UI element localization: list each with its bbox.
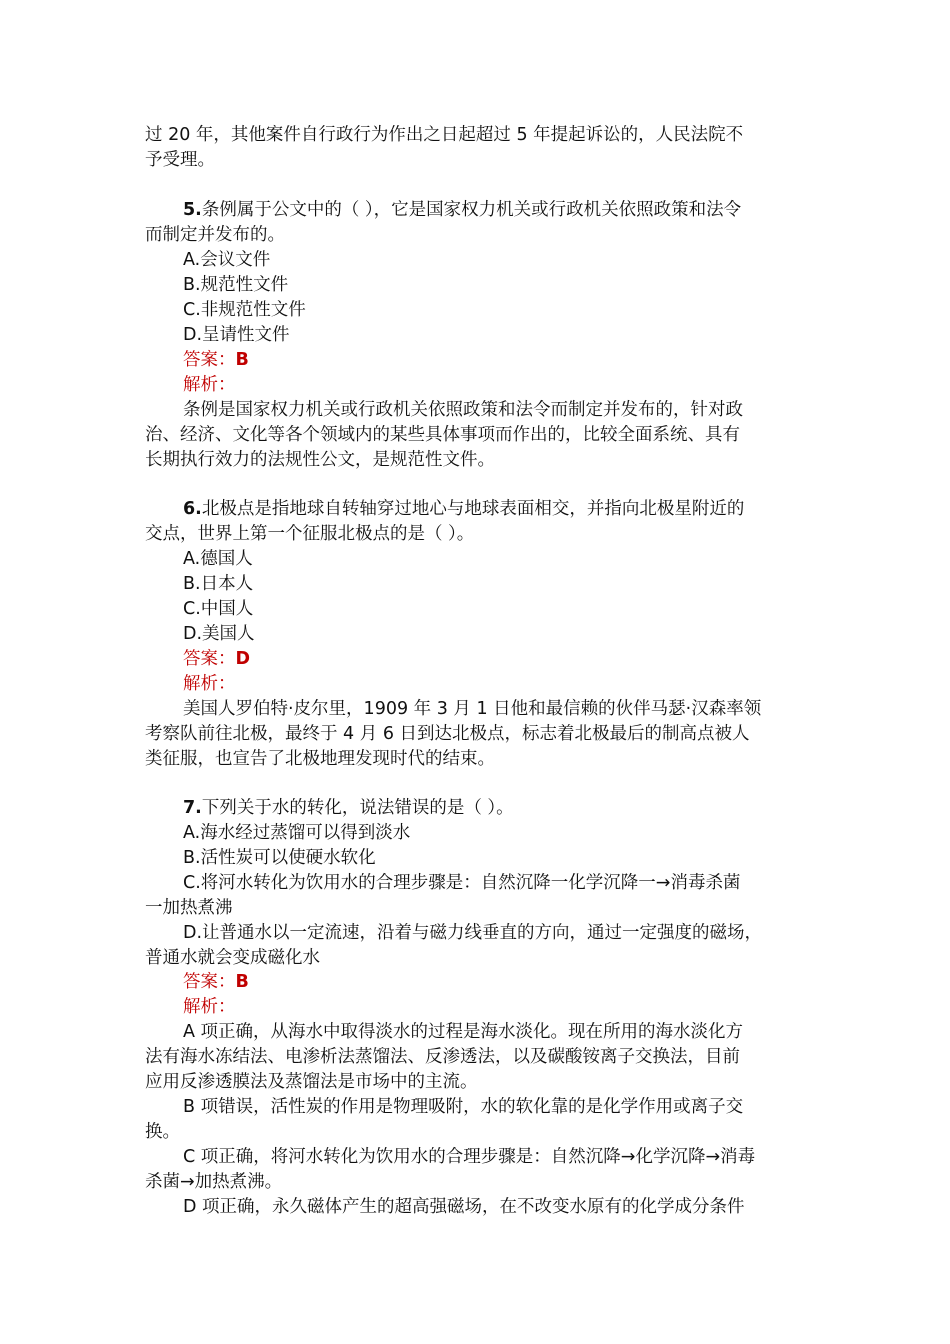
analysis-text-line: 法有海水冻结法、电渗析法蒸馏法、反渗透法，以及碳酸铵离子交换法，目前	[145, 1047, 740, 1067]
answer-line	[183, 348, 249, 373]
analysis-label: 解析：	[183, 674, 236, 694]
answer-label: 答案：	[183, 649, 236, 669]
question-stem-text: 北极点是指地球自转轴穿过地心与地球表面相交，并指向北极星附近的	[201, 499, 745, 519]
option-d: D.呈请性文件	[183, 325, 290, 345]
question-stem-text: 条例属于公文中的（ ），它是国家权力机关或行政机关依照政策和法令	[201, 200, 742, 220]
question-7-stem	[183, 796, 514, 821]
question-5-stem	[183, 198, 741, 223]
option-d: D.美国人	[183, 624, 255, 644]
analysis-text-line: 类征服，也宣告了北极地理发现时代的结束。	[145, 749, 495, 769]
analysis-text-line: 美国人罗伯特·皮尔里，1909 年 3 月 1 日他和最信赖的伙伴马瑟·汉森率领	[183, 699, 762, 719]
question-stem-text: 而制定并发布的。	[145, 225, 285, 245]
analysis-text-line: 应用反渗透膜法及蒸馏法是市场中的主流。	[145, 1072, 478, 1092]
analysis-label: 解析：	[183, 375, 236, 395]
question-number: 7.	[183, 798, 202, 818]
analysis-text-line: 条例是国家权力机关或行政机关依照政策和法令而制定并发布的，针对政	[183, 400, 743, 420]
option-b: B.日本人	[183, 574, 254, 594]
analysis-text-line: D 项正确，永久磁体产生的超高强磁场，在不改变水原有的化学成分条件	[183, 1197, 745, 1217]
answer-value: B	[235, 350, 249, 370]
analysis-text-line: 长期执行效力的法规性公文，是规范性文件。	[145, 450, 495, 470]
answer-value: B	[235, 972, 249, 992]
question-stem-text: 交点，世界上第一个征服北极点的是（ ）。	[145, 524, 475, 544]
analysis-text-line: 换。	[145, 1122, 180, 1142]
analysis-text-line: C 项正确，将河水转化为饮用水的合理步骤是：自然沉降→化学沉降→消毒	[183, 1147, 756, 1167]
answer-line	[183, 647, 250, 672]
option-a: A.海水经过蒸馏可以得到淡水	[183, 823, 411, 843]
intro-text-line: 予受理。	[145, 150, 215, 170]
question-number: 5.	[183, 200, 202, 220]
analysis-text-line: 治、经济、文化等各个领域内的某些具体事项而作出的，比较全面系统、具有	[145, 425, 740, 445]
option-c: C.中国人	[183, 599, 254, 619]
option-b: B.活性炭可以使硬水软化	[183, 848, 376, 868]
analysis-label: 解析：	[183, 997, 236, 1017]
intro-text-line: 过 20 年，其他案件自行政行为作出之日起超过 5 年提起诉讼的，人民法院不	[145, 125, 744, 145]
option-c: C.将河水转化为饮用水的合理步骤是：自然沉降一化学沉降一→消毒杀菌	[183, 873, 741, 893]
answer-value: D	[235, 649, 251, 669]
question-number: 6.	[183, 499, 202, 519]
question-6-stem	[183, 497, 744, 522]
answer-label: 答案：	[183, 972, 236, 992]
question-stem-text: 下列关于水的转化，说法错误的是（ ）。	[201, 798, 514, 818]
option-b: B.规范性文件	[183, 275, 289, 295]
option-a: A.德国人	[183, 549, 253, 569]
option-d: D.让普通水以一定流速，沿着与磁力线垂直的方向，通过一定强度的磁场，	[183, 923, 763, 943]
option-d-continued: 普通水就会变成磁化水	[145, 948, 320, 968]
answer-label: 答案：	[183, 350, 236, 370]
option-c-continued: 一加热煮沸	[145, 898, 233, 918]
analysis-text-line: 考察队前往北极，最终于 4 月 6 日到达北极点，标志着北极最后的制高点被人	[145, 724, 750, 744]
analysis-text-line: A 项正确，从海水中取得淡水的过程是海水淡化。现在所用的海水淡化方	[183, 1022, 744, 1042]
option-a: A.会议文件	[183, 250, 271, 270]
option-c: C.非规范性文件	[183, 300, 306, 320]
answer-line	[183, 970, 249, 995]
analysis-text-line: 杀菌→加热煮沸。	[145, 1172, 283, 1192]
analysis-text-line: B 项错误，活性炭的作用是物理吸附，水的软化靠的是化学作用或离子交	[183, 1097, 744, 1117]
